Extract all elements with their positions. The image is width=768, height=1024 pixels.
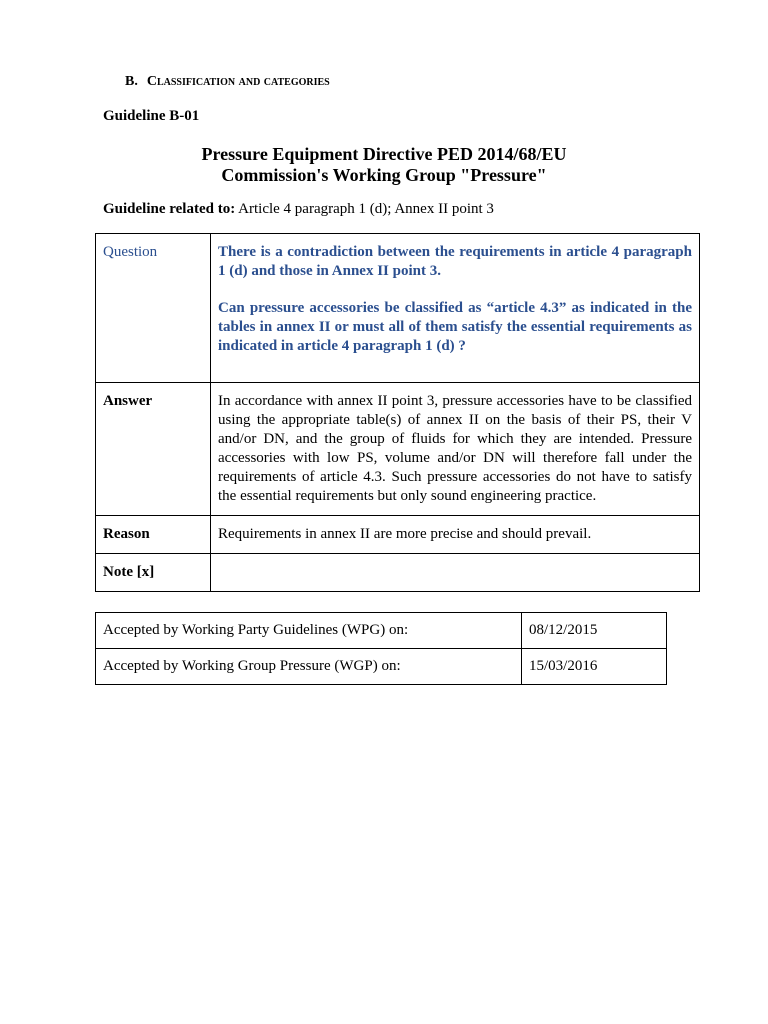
answer-label: Answer: [96, 383, 211, 516]
document-title: [0, 144, 768, 186]
answer-text: In accordance with annex II point 3, pressure accessories have to be classified using the appropriate table(s) of annex II on the basis of their PS, their V and/or DN, and the group of fluids for which they are intended. Pressure accessories with low PS, volume and/or DN will therefore fall under the requirements of article 4.3. Such pressure accessories do not have to satisfy the essential requirements but only sound engineering practice.: [211, 383, 700, 516]
question-text-1: There is a contradiction between the requirements in article 4 paragraph 1 (d) and those in Annex II point 3.: [218, 244, 692, 279]
acceptance-row: [96, 649, 667, 685]
guideline-id: Guideline B-01: [103, 108, 200, 124]
acceptance-date: 08/12/2015: [522, 613, 667, 649]
reason-text: Requirements in annex II are more precise and should prevail.: [211, 516, 700, 554]
note-row: [96, 554, 700, 592]
related-value: Article 4 paragraph 1 (d); Annex II point 3: [238, 201, 494, 217]
question-label: Question: [96, 234, 211, 383]
question-row: [96, 234, 700, 383]
acceptance-date: 15/03/2016: [522, 649, 667, 685]
acceptance-label: Accepted by Working Party Guidelines (WPG) on:: [96, 613, 522, 649]
answer-row: [96, 383, 700, 516]
question-cell: [211, 234, 700, 383]
section-letter: B.: [125, 74, 138, 89]
guideline-related: [103, 201, 494, 218]
note-text: [211, 554, 700, 592]
title-line-2: Commission's Working Group "Pressure": [221, 165, 547, 185]
reason-label: Reason: [96, 516, 211, 554]
related-label: Guideline related to:: [103, 201, 236, 217]
question-text-2: Can pressure accessories be classified as “article 4.3” as indicated in the tables in annex II or must all of them satisfy the essential requirements as indicated in article 4 paragraph 1 (d) ?: [218, 300, 692, 354]
reason-row: [96, 516, 700, 554]
guideline-table: [95, 233, 700, 592]
acceptance-label: Accepted by Working Group Pressure (WGP) on:: [96, 649, 522, 685]
acceptance-table: [95, 612, 667, 685]
title-line-1: Pressure Equipment Directive PED 2014/68/EU: [201, 144, 567, 164]
section-heading: [125, 74, 330, 90]
section-title: Classification and categories: [146, 74, 330, 89]
acceptance-row: [96, 613, 667, 649]
note-label: Note [x]: [96, 554, 211, 592]
